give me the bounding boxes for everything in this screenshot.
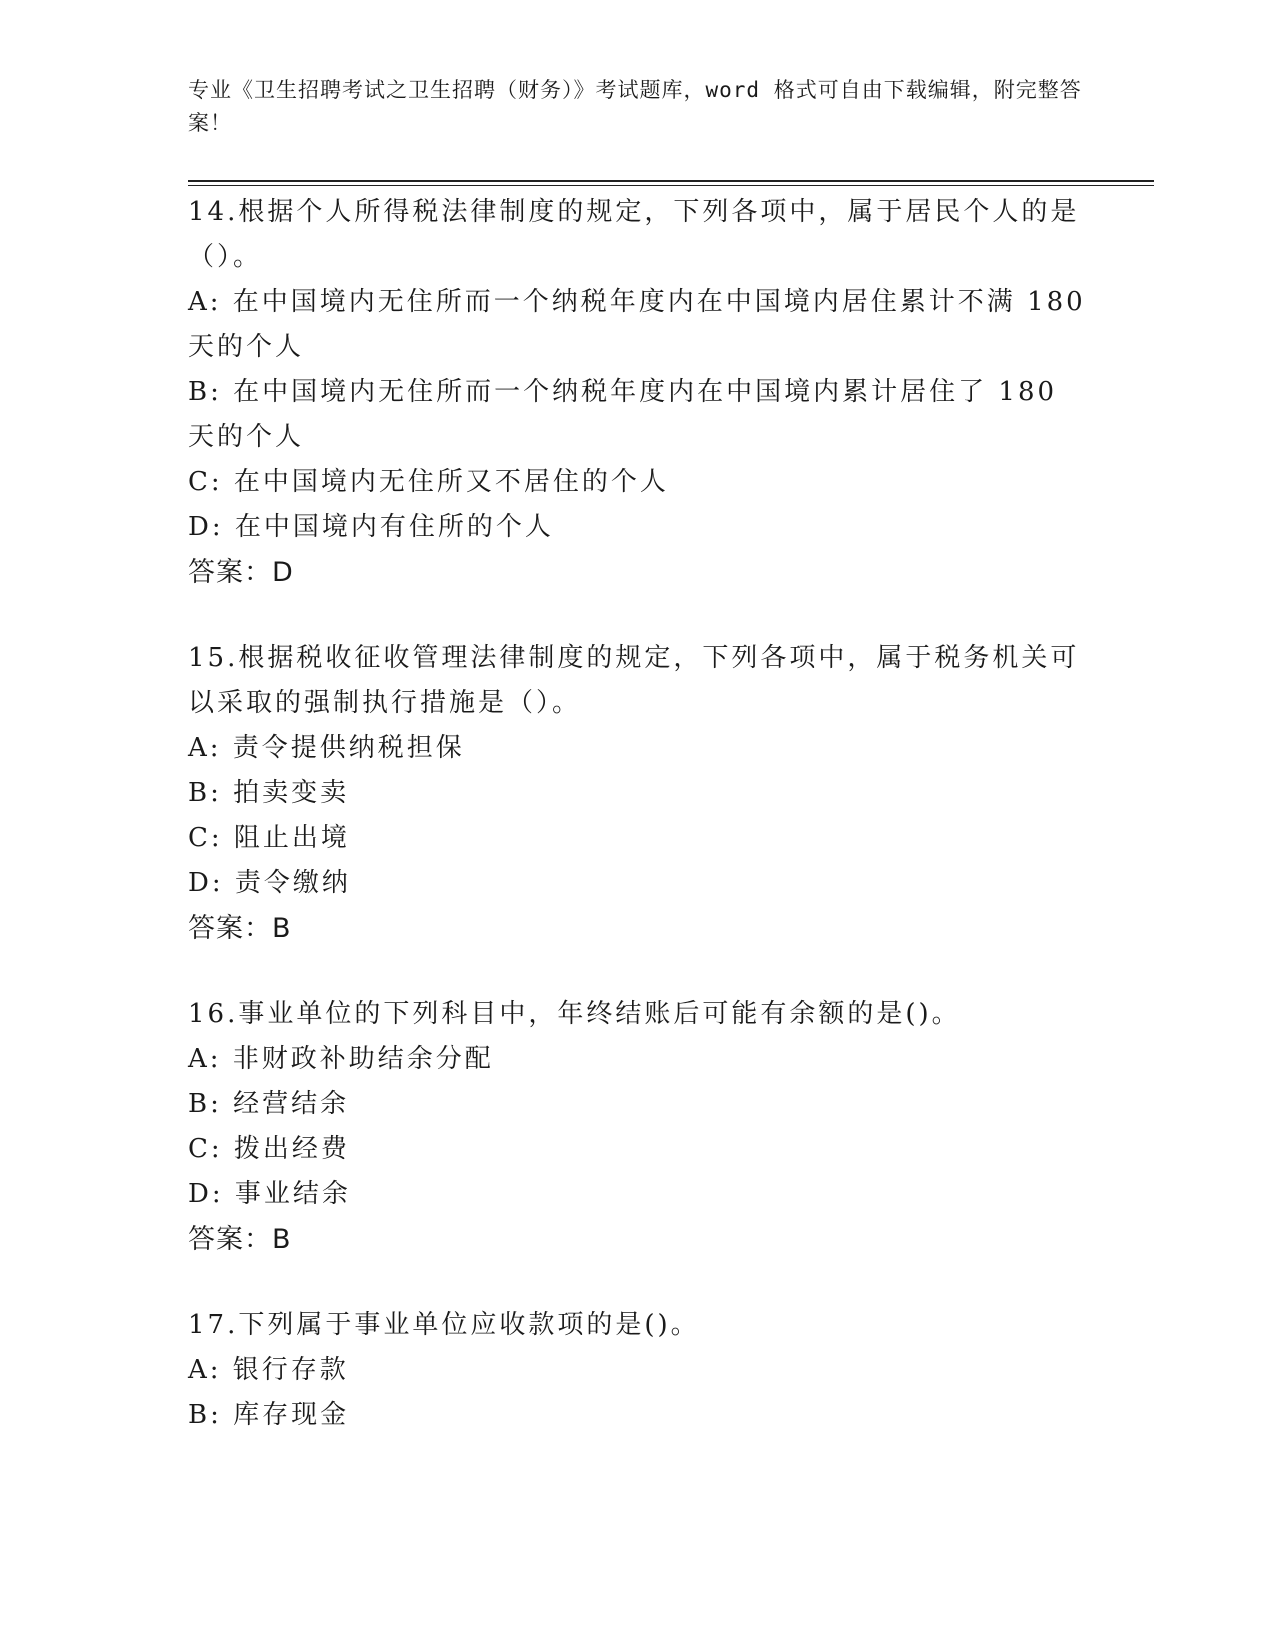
- header-divider-thin: [188, 185, 1154, 186]
- option-c: C: 拨出经费: [188, 1134, 350, 1164]
- option-d: D: 在中国境内有住所的个人: [188, 512, 554, 542]
- question-title: 16.事业单位的下列科目中，年终结账后可能有余额的是()。: [188, 999, 961, 1029]
- question-title: 14.根据个人所得税法律制度的规定，下列各项中，属于居民个人的是（）。: [188, 197, 1080, 272]
- answer-label: 答案：B: [188, 1224, 292, 1255]
- header-divider-thick: [188, 180, 1154, 182]
- document-header: [188, 74, 1088, 140]
- option-a: A: 责令提供纳税担保: [188, 733, 465, 763]
- question-list: [188, 190, 1088, 1478]
- option-d: D: 事业结余: [188, 1179, 351, 1209]
- option-b: B: 经营结余: [188, 1089, 350, 1119]
- option-a: A: 在中国境内无住所而一个纳税年度内在中国境内居住累计不满 180 天的个人: [188, 287, 1086, 362]
- answer-label: 答案：B: [188, 913, 292, 944]
- option-b: B: 拍卖变卖: [188, 778, 350, 808]
- option-c: C: 阻止出境: [188, 823, 350, 853]
- question-15: [188, 636, 1088, 952]
- header-intro-text: 专业《卫生招聘考试之卫生招聘（财务）》考试题库，word 格式可自由下载编辑，附完整答案！: [188, 78, 1082, 135]
- question-16: [188, 992, 1088, 1263]
- question-title: 17.下列属于事业单位应收款项的是()。: [188, 1310, 700, 1340]
- option-b: B: 库存现金: [188, 1400, 350, 1430]
- option-c: C: 在中国境内无住所又不居住的个人: [188, 467, 669, 497]
- option-a: A: 银行存款: [188, 1355, 349, 1385]
- answer-label: 答案：D: [188, 557, 294, 588]
- option-d: D: 责令缴纳: [188, 868, 351, 898]
- question-title: 15.根据税收征收管理法律制度的规定，下列各项中，属于税务机关可以采取的强制执行措施是（）。: [188, 643, 1080, 718]
- question-17: [188, 1303, 1088, 1438]
- question-14: [188, 190, 1088, 596]
- option-a: A: 非财政补助结余分配: [188, 1044, 494, 1074]
- option-b: B: 在中国境内无住所而一个纳税年度内在中国境内累计居住了 180 天的个人: [188, 377, 1058, 452]
